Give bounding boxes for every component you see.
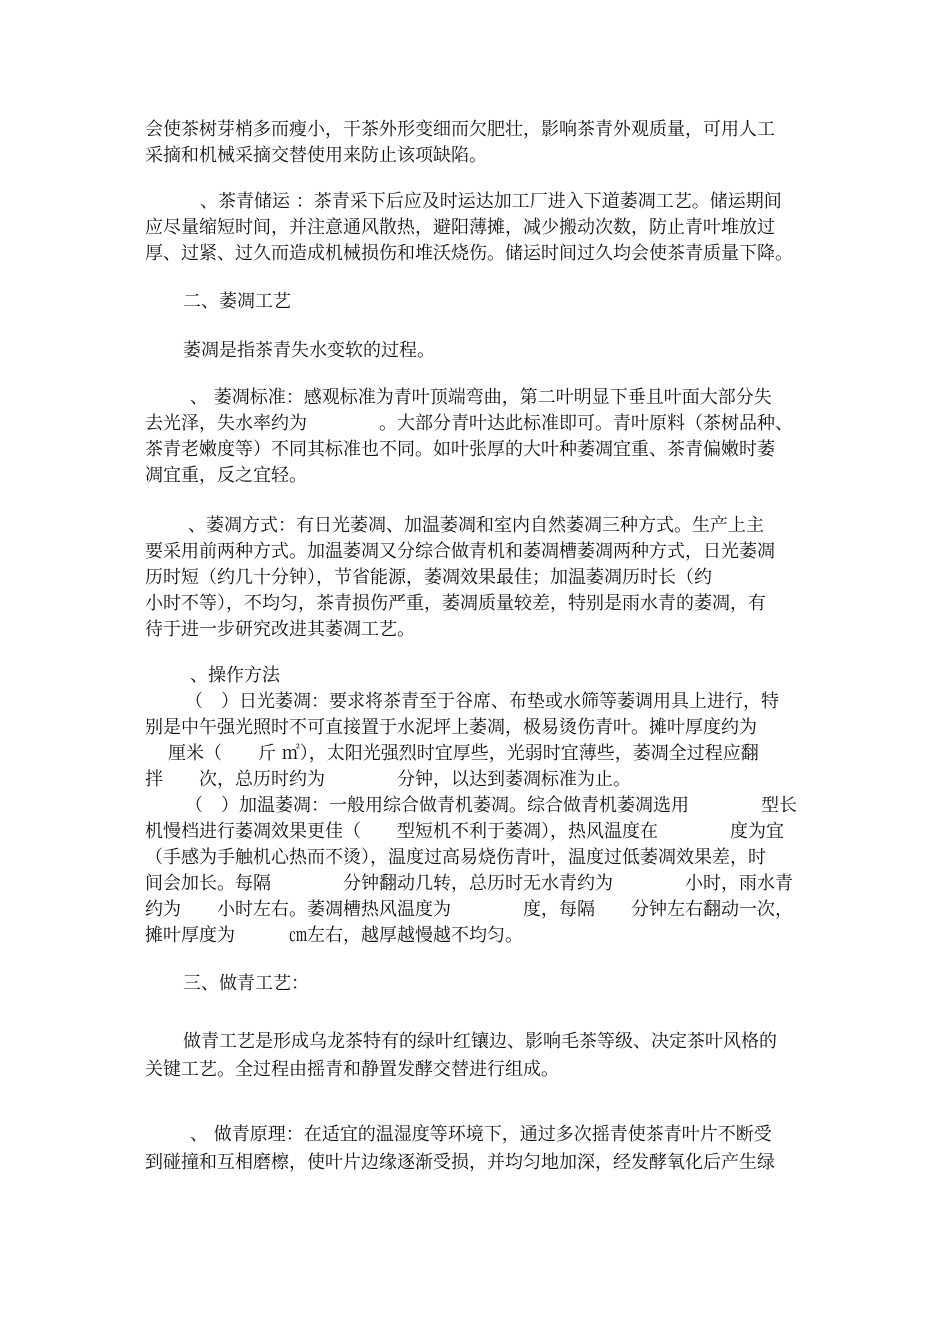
paragraph-line: 茶青老嫩度等）不同其标准也不同。如叶张厚的大叶种萎凋宜重、茶青偏嫩时萎 [145, 439, 775, 460]
paragraph-line: 萎凋是指茶青失水变软的过程。 [183, 340, 435, 361]
paragraph-line: 机慢档进行萎凋效果更佳（ 型短机不利于萎凋），热风温度在 度为宜 [145, 821, 784, 842]
paragraph-line: 、萎凋方式：有日光萎凋、加温萎凋和室内自然萎凋三种方式。生产上主 [188, 515, 764, 536]
paragraph-line: 关键工艺。全过程由摇青和静置发酵交替进行组成。 [145, 1059, 559, 1080]
paragraph-line: 要采用前两种方式。加温萎凋又分综合做青机和萎凋槽萎凋两种方式，日光萎凋 [145, 541, 775, 562]
paragraph-line: 、茶青储运 ：茶青采下后应及时运达加工厂进入下道萎凋工艺。储运期间 [200, 191, 782, 212]
paragraph-line: 、操作方法 [190, 665, 280, 686]
paragraph-line: 做青工艺是形成乌龙茶特有的绿叶红镶边、影响毛茶等级、决定茶叶风格的 [183, 1031, 777, 1052]
section-heading: 二、萎凋工艺 [183, 291, 291, 312]
paragraph-line: 会使茶树芽梢多而瘦小，干茶外形变细而欠肥壮，影响茶青外观质量，可用人工 [145, 119, 775, 140]
paragraph-line: （ ）日光萎凋：要求将茶青至于谷席、布垫或水筛等萎调用具上进行，特 [185, 691, 779, 712]
section-heading: 三、做青工艺： [183, 973, 309, 994]
paragraph-line: 别是中午强光照时不可直接置于水泥坪上萎凋，极易烫伤青叶。摊叶厚度约为 [145, 717, 757, 738]
paragraph-line: （手感为手触机心热而不烫），温度过高易烧伤青叶，温度过低萎凋效果差，时 [145, 847, 766, 868]
paragraph-line: 约为 小时左右。萎凋槽热风温度为 度，每隔 分钟左右翻动一次， [145, 899, 793, 920]
paragraph-line: 厚、过紧、过久而造成机械损伤和堆沃烧伤。储运时间过久均会使茶青质量下降。 [145, 243, 793, 264]
paragraph-line: 应尽量缩短时间，并注意通风散热，避阳薄摊，减少搬动次数，防止青叶堆放过 [145, 217, 775, 238]
paragraph-line: 待于进一步研究改进其萎凋工艺。 [145, 619, 415, 640]
paragraph-line: 历时短（约几十分钟），节省能源，萎凋效果最佳；加温萎凋历时长（约 [145, 567, 712, 588]
paragraph-line: 采摘和机械采摘交替使用来防止该项缺陷。 [145, 145, 487, 166]
paragraph-line: 间会加长。每隔 分钟翻动几转，总历时无水青约为 小时，雨水青 [145, 873, 793, 894]
paragraph-line: 小时不等），不均匀，茶青损伤严重，萎凋质量较差，特别是雨水青的萎凋，有 [145, 593, 766, 614]
paragraph-line: 摊叶厚度为 ㎝左右，越厚越慢越不均匀。 [145, 925, 523, 946]
paragraph-line: 拌 次，总历时约为 分钟，以达到萎凋标准为止。 [145, 769, 631, 790]
paragraph-line: （ ）加温萎凋：一般用综合做青机萎凋。综合做青机萎凋选用 型长 [185, 795, 797, 816]
paragraph-line: 去光泽，失水率约为 。大部分青叶达此标准即可。青叶原料（茶树品种、 [145, 413, 793, 434]
paragraph-line: 凋宜重，反之宜轻。 [145, 465, 307, 486]
paragraph-line: 、 萎凋标准：感观标准为青叶顶端弯曲，第二叶明显下垂且叶面大部分失 [190, 387, 772, 408]
paragraph-line: 到碰撞和互相磨檫，使叶片边缘逐渐受损，并均匀地加深，经发酵氧化后产生绿 [145, 1152, 775, 1173]
paragraph-line: 厘米（ 斤 ㎡），太阳光强烈时宜厚些，光弱时宜薄些，萎凋全过程应翻 [168, 743, 759, 764]
paragraph-line: 、 做青原理：在适宜的温湿度等环境下，通过多次摇青使茶青叶片不断受 [190, 1124, 772, 1145]
